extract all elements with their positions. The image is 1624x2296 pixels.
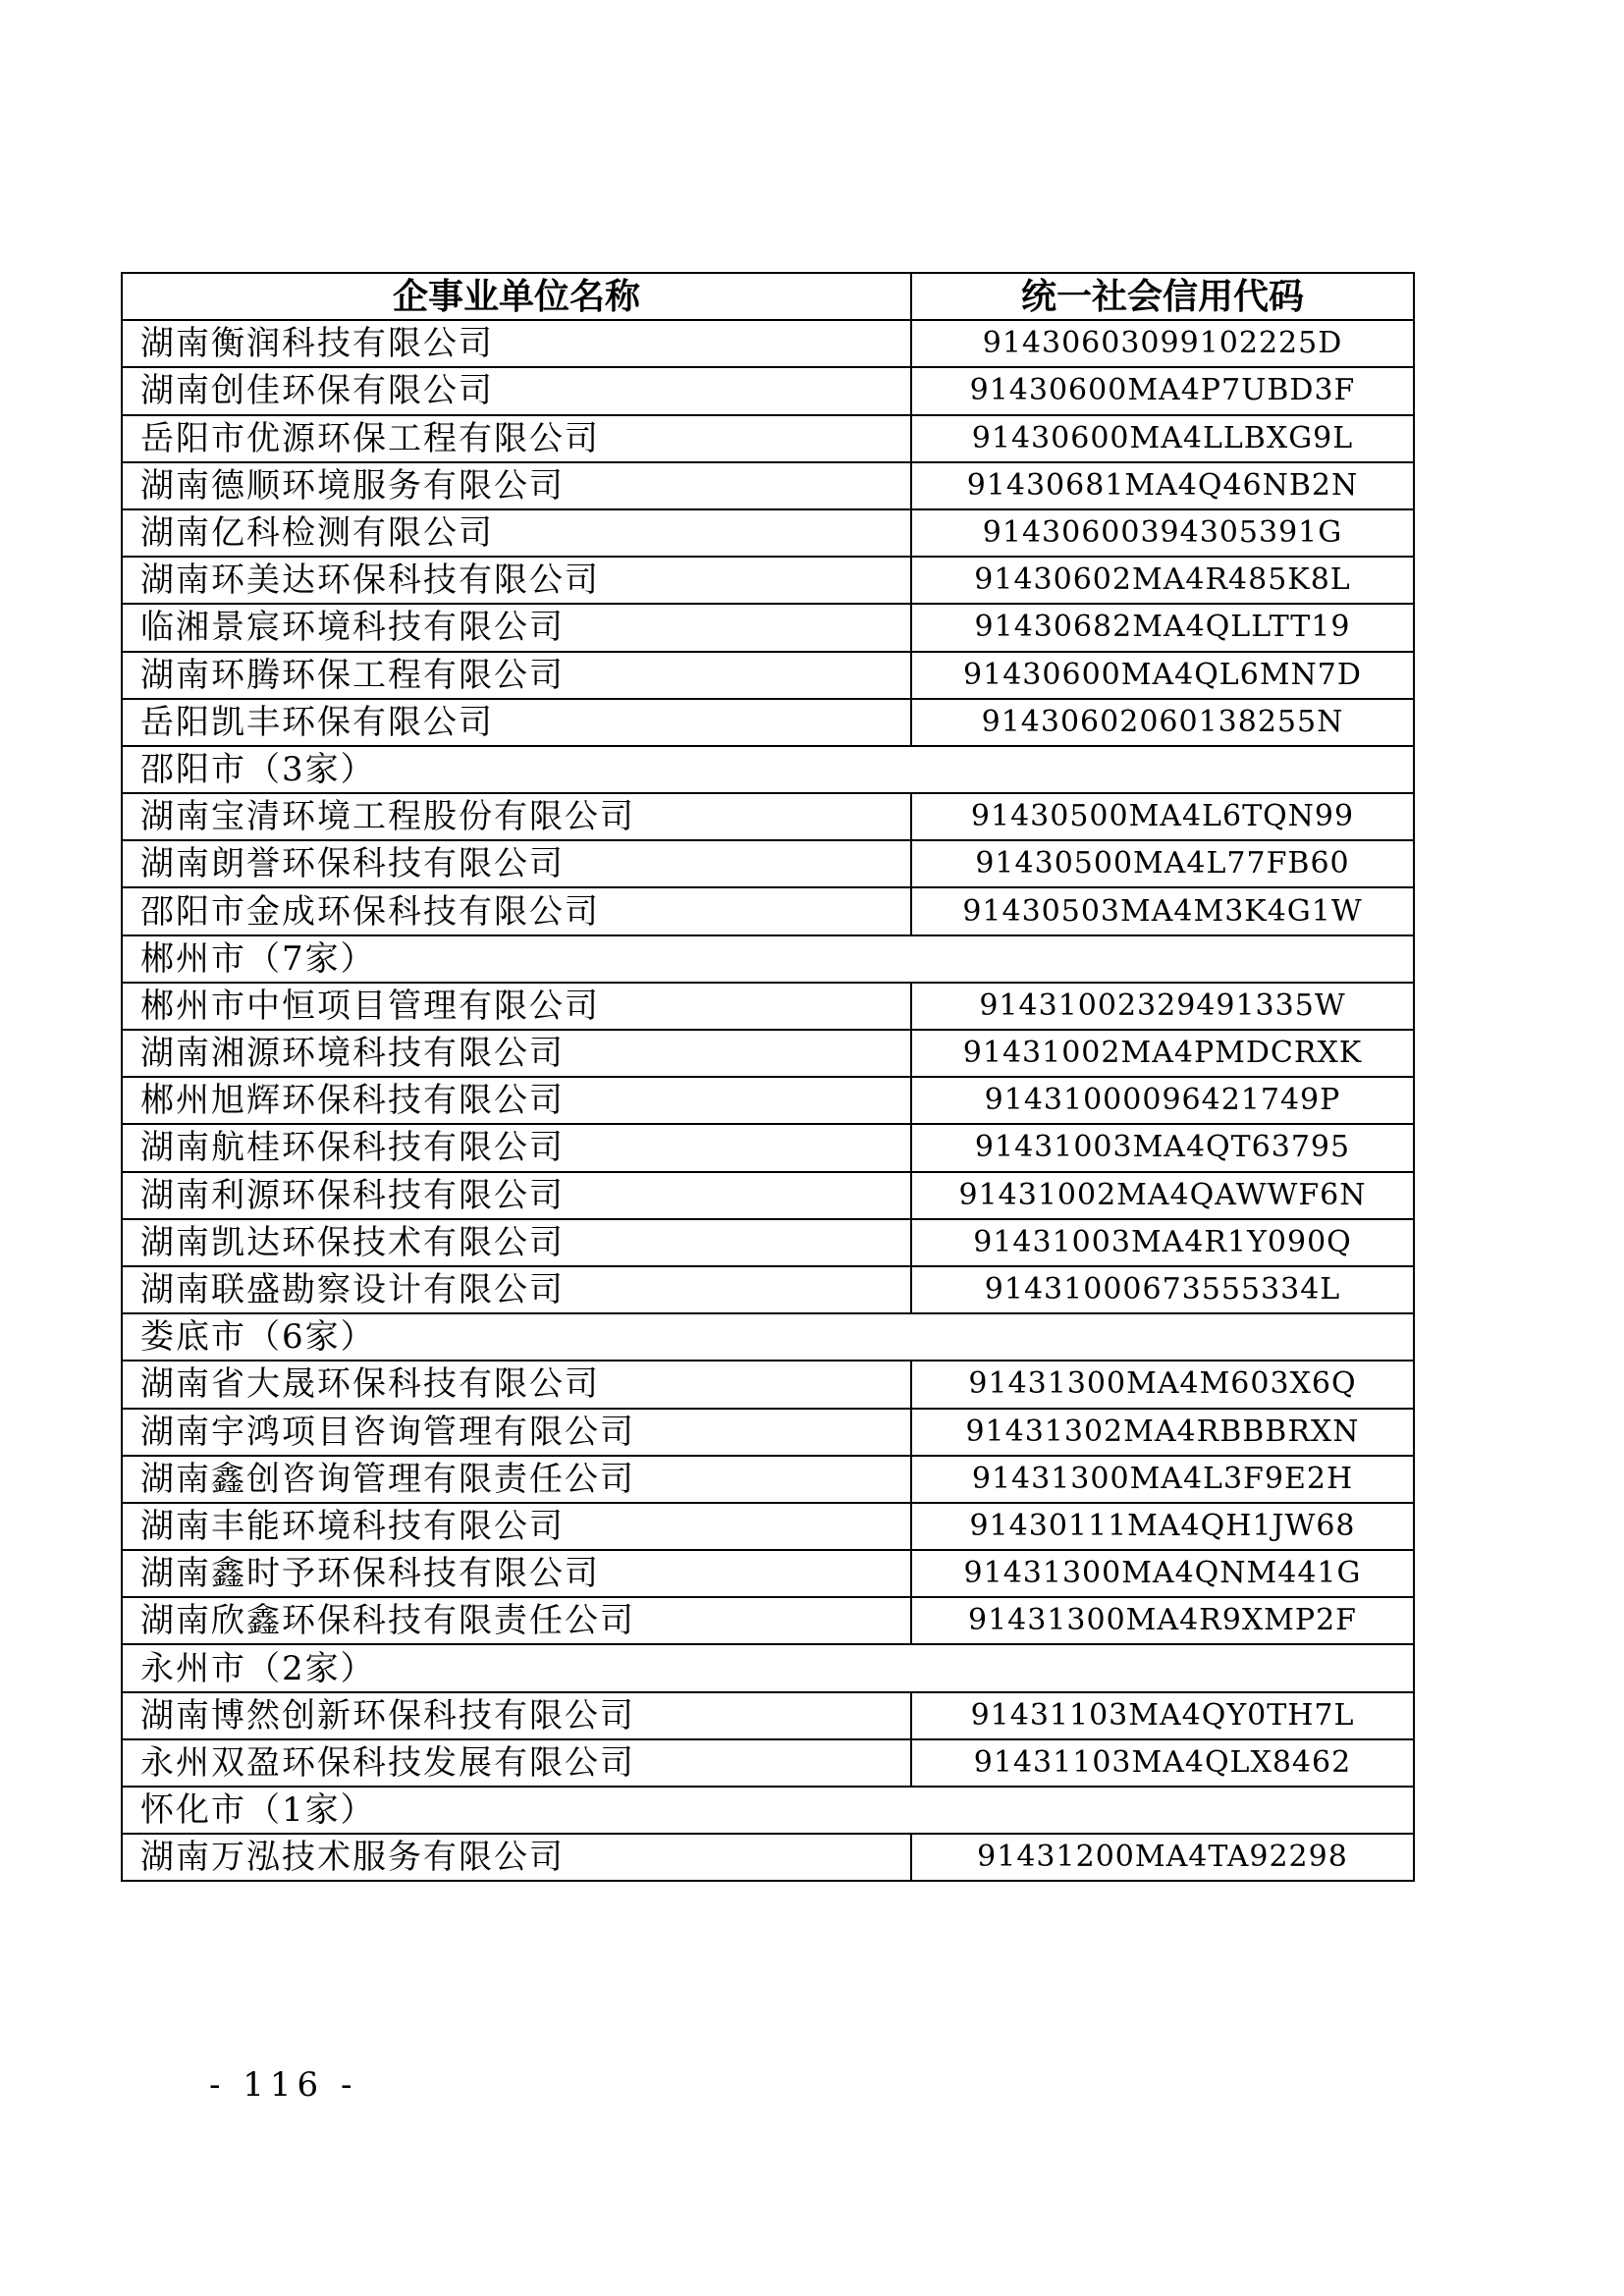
credit-code: 91431003MA4QT63795 <box>911 1124 1414 1171</box>
company-name: 湖南环美达环保科技有限公司 <box>122 557 911 604</box>
section-label: 邵阳市（3家） <box>122 746 1414 793</box>
company-name: 郴州市中恒项目管理有限公司 <box>122 983 911 1030</box>
credit-code: 91430503MA4M3K4G1W <box>911 887 1414 934</box>
credit-code: 91430600MA4LLBXG9L <box>911 415 1414 462</box>
company-name: 临湘景宸环境科技有限公司 <box>122 604 911 651</box>
company-name: 湖南航桂环保科技有限公司 <box>122 1124 911 1171</box>
table-row <box>122 1692 1414 1739</box>
section-row <box>122 1313 1414 1361</box>
table-row <box>122 1503 1414 1550</box>
company-name: 湖南利源环保科技有限公司 <box>122 1172 911 1219</box>
credit-code: 91430602MA4R485K8L <box>911 557 1414 604</box>
company-name: 湖南鑫创咨询管理有限责任公司 <box>122 1456 911 1503</box>
table-row <box>122 652 1414 699</box>
section-label: 永州市（2家） <box>122 1644 1414 1691</box>
credit-code: 91430600394305391G <box>911 509 1414 557</box>
credit-code: 91431200MA4TA92298 <box>911 1834 1414 1881</box>
table-row <box>122 840 1414 887</box>
credit-code: 91431000673555334L <box>911 1266 1414 1313</box>
table-row <box>122 1409 1414 1456</box>
credit-code: 91431103MA4QLX8462 <box>911 1739 1414 1787</box>
credit-code: 91430111MA4QH1JW68 <box>911 1503 1414 1550</box>
section-label: 怀化市（1家） <box>122 1787 1414 1834</box>
credit-code: 91430681MA4Q46NB2N <box>911 462 1414 509</box>
company-name: 湖南德顺环境服务有限公司 <box>122 462 911 509</box>
table-row <box>122 887 1414 934</box>
credit-code: 91431302MA4RBBBRXN <box>911 1409 1414 1456</box>
credit-code: 91431000096421749P <box>911 1077 1414 1124</box>
table-row <box>122 320 1414 367</box>
company-name: 湖南朗誉环保科技有限公司 <box>122 840 911 887</box>
credit-code: 91431300MA4L3F9E2H <box>911 1456 1414 1503</box>
company-name: 邵阳市金成环保科技有限公司 <box>122 887 911 934</box>
section-row <box>122 1644 1414 1691</box>
company-name: 湖南丰能环境科技有限公司 <box>122 1503 911 1550</box>
credit-code: 91431003MA4R1Y090Q <box>911 1219 1414 1266</box>
table-row <box>122 367 1414 414</box>
company-name: 湖南鑫时予环保科技有限公司 <box>122 1550 911 1597</box>
credit-code: 91431002MA4PMDCRXK <box>911 1030 1414 1077</box>
table-row <box>122 415 1414 462</box>
page-number: - 116 - <box>209 2065 358 2105</box>
table-row <box>122 1597 1414 1644</box>
credit-code: 91431300MA4M603X6Q <box>911 1361 1414 1408</box>
section-label: 娄底市（6家） <box>122 1313 1414 1361</box>
section-row <box>122 935 1414 983</box>
credit-code: 91431002MA4QAWWF6N <box>911 1172 1414 1219</box>
section-row <box>122 746 1414 793</box>
credit-code: 91430600MA4QL6MN7D <box>911 652 1414 699</box>
table-row <box>122 1361 1414 1408</box>
company-name: 湖南省大晟环保科技有限公司 <box>122 1361 911 1408</box>
section-row <box>122 1787 1414 1834</box>
company-name: 岳阳凯丰环保有限公司 <box>122 699 911 746</box>
table-row <box>122 462 1414 509</box>
company-name: 湖南联盛勘察设计有限公司 <box>122 1266 911 1313</box>
enterprise-table <box>121 272 1415 1882</box>
table-row <box>122 1219 1414 1266</box>
company-name: 湖南宇鸿项目咨询管理有限公司 <box>122 1409 911 1456</box>
header-name: 企事业单位名称 <box>122 273 911 320</box>
table-row <box>122 699 1414 746</box>
company-name: 湖南欣鑫环保科技有限责任公司 <box>122 1597 911 1644</box>
credit-code: 91430682MA4QLLTT19 <box>911 604 1414 651</box>
credit-code: 91431300MA4R9XMP2F <box>911 1597 1414 1644</box>
company-name: 湖南亿科检测有限公司 <box>122 509 911 557</box>
company-name: 湖南凯达环保技术有限公司 <box>122 1219 911 1266</box>
credit-code: 91430500MA4L77FB60 <box>911 840 1414 887</box>
header-code: 统一社会信用代码 <box>911 273 1414 320</box>
company-name: 湖南衡润科技有限公司 <box>122 320 911 367</box>
credit-code: 91431103MA4QY0TH7L <box>911 1692 1414 1739</box>
table-row <box>122 1456 1414 1503</box>
table-row <box>122 1550 1414 1597</box>
table-row <box>122 1834 1414 1881</box>
company-name: 永州双盈环保科技发展有限公司 <box>122 1739 911 1787</box>
table-row <box>122 793 1414 840</box>
table-row <box>122 509 1414 557</box>
table-row <box>122 1266 1414 1313</box>
company-name: 岳阳市优源环保工程有限公司 <box>122 415 911 462</box>
table-row <box>122 1030 1414 1077</box>
credit-code: 91430603099102225D <box>911 320 1414 367</box>
credit-code: 91430602060138255N <box>911 699 1414 746</box>
table-row <box>122 604 1414 651</box>
table-row <box>122 1739 1414 1787</box>
section-label: 郴州市（7家） <box>122 935 1414 983</box>
company-name: 湖南博然创新环保科技有限公司 <box>122 1692 911 1739</box>
table-row <box>122 1077 1414 1124</box>
company-name: 湖南环腾环保工程有限公司 <box>122 652 911 699</box>
table-row <box>122 1172 1414 1219</box>
table-row <box>122 1124 1414 1171</box>
table-row <box>122 557 1414 604</box>
credit-code: 91431300MA4QNM441G <box>911 1550 1414 1597</box>
company-name: 湖南宝清环境工程股份有限公司 <box>122 793 911 840</box>
company-name: 湖南创佳环保有限公司 <box>122 367 911 414</box>
credit-code: 91430500MA4L6TQN99 <box>911 793 1414 840</box>
company-name: 湖南湘源环境科技有限公司 <box>122 1030 911 1077</box>
credit-code: 91430600MA4P7UBD3F <box>911 367 1414 414</box>
table-header-row <box>122 273 1414 320</box>
table-row <box>122 983 1414 1030</box>
company-name: 郴州旭辉环保科技有限公司 <box>122 1077 911 1124</box>
credit-code: 91431002329491335W <box>911 983 1414 1030</box>
company-name: 湖南万泓技术服务有限公司 <box>122 1834 911 1881</box>
